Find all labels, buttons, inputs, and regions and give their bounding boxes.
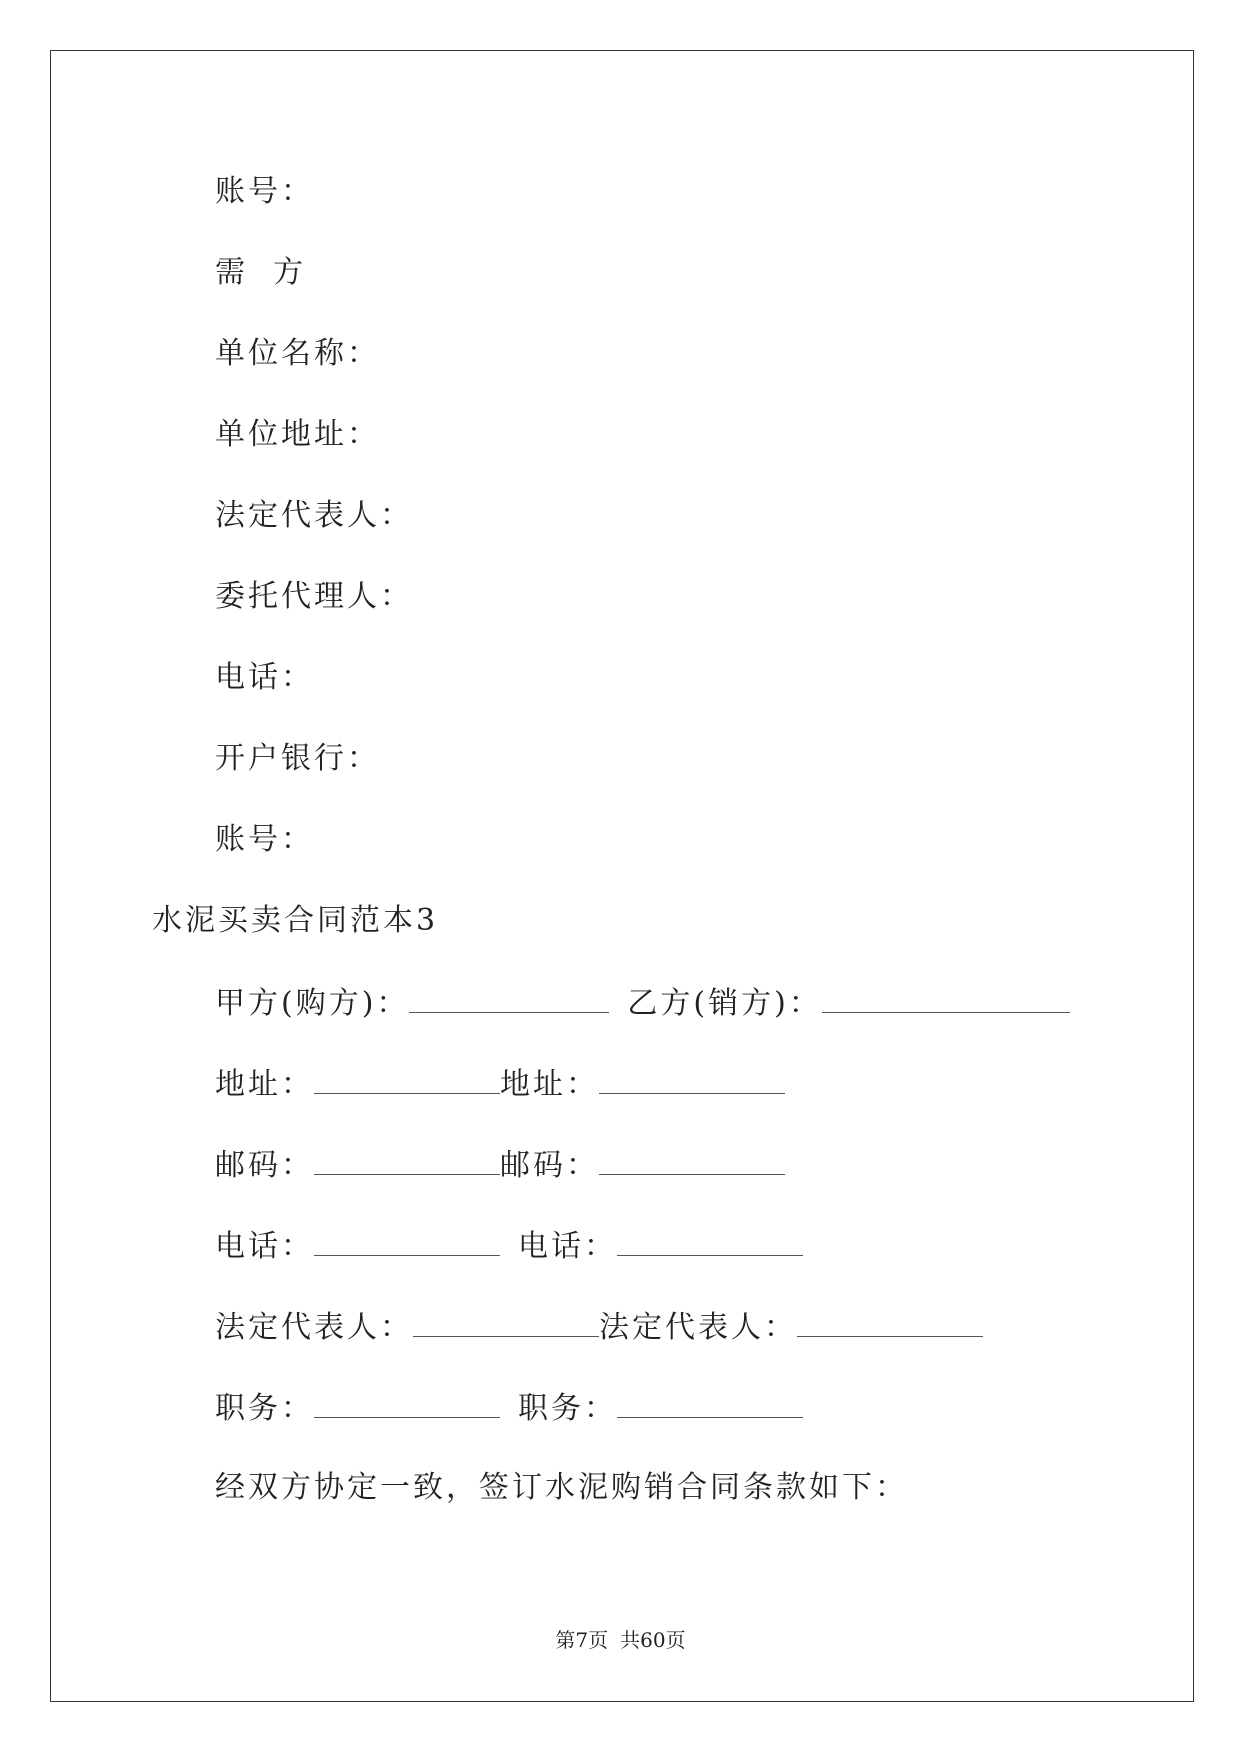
phone-row xyxy=(215,1227,803,1265)
position-b-label: 职务： xyxy=(518,1391,617,1426)
position-a-label: 职务： xyxy=(215,1391,314,1426)
buyer-heading: 需 方 xyxy=(215,255,307,290)
address-row xyxy=(215,1065,785,1103)
agent-label: 委托代理人： xyxy=(215,579,413,614)
supplier-account-label: 账号： xyxy=(215,174,314,209)
legal-rep-b-field[interactable] xyxy=(797,1308,983,1337)
postcode-a-label: 邮码： xyxy=(215,1148,314,1183)
legal-rep-row xyxy=(215,1308,983,1346)
phone-a-field[interactable] xyxy=(314,1227,500,1256)
party-a-field[interactable] xyxy=(409,984,609,1013)
postcode-b-field[interactable] xyxy=(599,1146,785,1175)
page-number: 第7页 xyxy=(555,1628,609,1652)
address-a-label: 地址： xyxy=(215,1067,314,1102)
closing-sentence: 经双方协定一致，签订水泥购销合同条款如下： xyxy=(215,1470,908,1505)
legal-rep-a-label: 法定代表人： xyxy=(215,1310,413,1345)
page-footer xyxy=(0,1628,1241,1652)
legal-rep-a-field[interactable] xyxy=(413,1308,599,1337)
unit-name-label: 单位名称： xyxy=(215,336,380,371)
phone-label: 电话： xyxy=(215,660,314,695)
position-b-field[interactable] xyxy=(617,1389,803,1418)
postcode-b-label: 邮码： xyxy=(500,1148,599,1183)
address-b-field[interactable] xyxy=(599,1065,785,1094)
party-row xyxy=(215,984,1070,1022)
contract-heading: 水泥买卖合同范本3 xyxy=(152,903,439,938)
page-total: 共60页 xyxy=(620,1628,686,1652)
page-border xyxy=(50,50,1194,1702)
phone-a-label: 电话： xyxy=(215,1229,314,1264)
party-a-label: 甲方(购方)： xyxy=(215,986,410,1021)
party-b-field[interactable] xyxy=(822,984,1070,1013)
postcode-a-field[interactable] xyxy=(314,1146,500,1175)
party-b-label: 乙方(销方)： xyxy=(627,986,822,1021)
bank-label: 开户银行： xyxy=(215,741,380,776)
position-row xyxy=(215,1389,803,1427)
legal-rep-b-label: 法定代表人： xyxy=(599,1310,797,1345)
phone-b-label: 电话： xyxy=(518,1229,617,1264)
address-a-field[interactable] xyxy=(314,1065,500,1094)
position-a-field[interactable] xyxy=(314,1389,500,1418)
buyer-account-label: 账号： xyxy=(215,822,314,857)
address-b-label: 地址： xyxy=(500,1067,599,1102)
phone-b-field[interactable] xyxy=(617,1227,803,1256)
postcode-row xyxy=(215,1146,785,1184)
legal-representative-label: 法定代表人： xyxy=(215,498,413,533)
unit-address-label: 单位地址： xyxy=(215,417,380,452)
